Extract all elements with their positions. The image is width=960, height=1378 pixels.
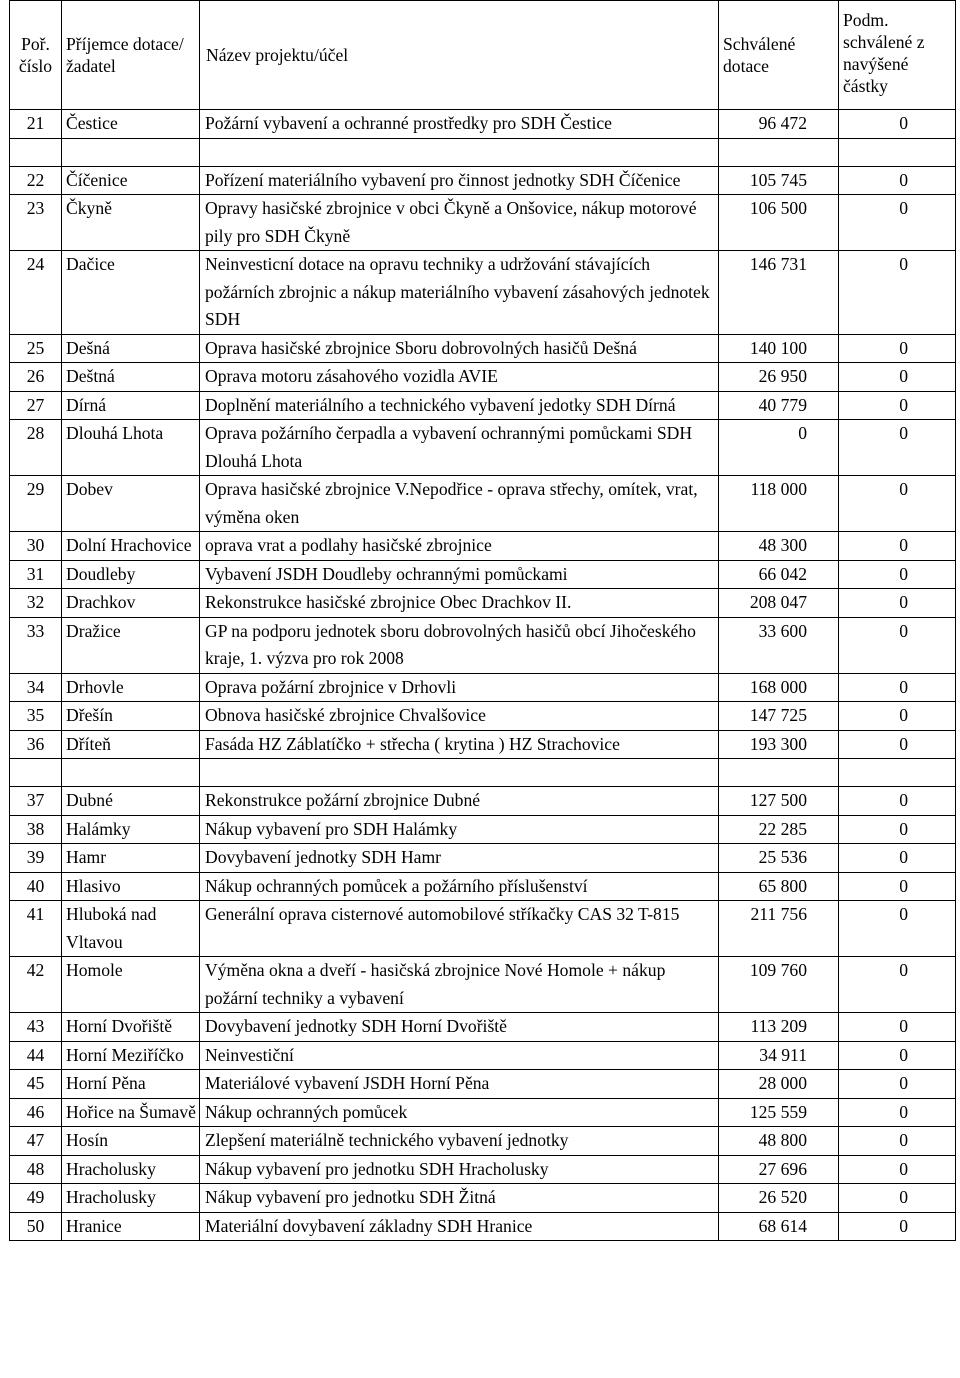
table-row	[10, 1013, 956, 1042]
row-project: Materiální dovybavení základny SDH Hranice	[200, 1212, 719, 1241]
row-project: Materiálové vybavení JSDH Horní Pěna	[200, 1070, 719, 1099]
row-number: 37	[10, 787, 62, 816]
row-project: Nákup vybavení pro jednotku SDH Hracholusky	[200, 1155, 719, 1184]
row-recipient: Dřešín	[62, 702, 200, 731]
row-approved: 118 000	[719, 476, 839, 532]
row-project: Opravy hasičské zbrojnice v obci Čkyně a Onšovice, nákup motorové pily pro SDH Čkyně	[200, 195, 719, 251]
row-approved: 208 047	[719, 589, 839, 618]
row-recipient: Dačice	[62, 251, 200, 335]
table-row	[10, 872, 956, 901]
row-recipient: Čkyně	[62, 195, 200, 251]
row-conditional: 0	[839, 844, 956, 873]
row-conditional: 0	[839, 1041, 956, 1070]
table-row	[10, 363, 956, 392]
row-conditional: 0	[839, 1013, 956, 1042]
table-row	[10, 334, 956, 363]
row-conditional: 0	[839, 787, 956, 816]
row-conditional: 0	[839, 476, 956, 532]
row-approved: 127 500	[719, 787, 839, 816]
row-number: 21	[10, 110, 62, 139]
row-recipient: Hracholusky	[62, 1184, 200, 1213]
row-approved: 109 760	[719, 957, 839, 1013]
row-number: 35	[10, 702, 62, 731]
row-conditional: 0	[839, 702, 956, 731]
row-project: Rekonstrukce hasičské zbrojnice Obec Drachkov II.	[200, 589, 719, 618]
table-row	[10, 702, 956, 731]
row-recipient: Homole	[62, 957, 200, 1013]
row-recipient: Horní Pěna	[62, 1070, 200, 1099]
row-number: 45	[10, 1070, 62, 1099]
blank-cell	[10, 759, 62, 787]
row-approved: 0	[719, 420, 839, 476]
row-approved: 146 731	[719, 251, 839, 335]
row-approved: 40 779	[719, 391, 839, 420]
row-recipient: Deštná	[62, 363, 200, 392]
row-project: Nákup vybavení pro jednotku SDH Žitná	[200, 1184, 719, 1213]
row-project: Dovybavení jednotky SDH Hamr	[200, 844, 719, 873]
row-number: 23	[10, 195, 62, 251]
row-conditional: 0	[839, 334, 956, 363]
row-project: Oprava motoru zásahového vozidla AVIE	[200, 363, 719, 392]
row-number: 24	[10, 251, 62, 335]
row-recipient: Hluboká nad Vltavou	[62, 901, 200, 957]
blank-cell	[10, 138, 62, 166]
row-number: 41	[10, 901, 62, 957]
row-project: Požární vybavení a ochranné prostředky pro SDH Čestice	[200, 110, 719, 139]
table-row	[10, 589, 956, 618]
row-approved: 65 800	[719, 872, 839, 901]
row-project: Oprava hasičské zbrojnice V.Nepodřice - oprava střechy, omítek, vrat, výměna oken	[200, 476, 719, 532]
row-project: Obnova hasičské zbrojnice Chvalšovice	[200, 702, 719, 731]
row-recipient: Drhovle	[62, 673, 200, 702]
blank-cell	[839, 138, 956, 166]
row-recipient: Horní Meziříčko	[62, 1041, 200, 1070]
row-recipient: Hlasivo	[62, 872, 200, 901]
row-conditional: 0	[839, 815, 956, 844]
table-row	[10, 420, 956, 476]
row-recipient: Dolní Hrachovice	[62, 532, 200, 561]
row-approved: 168 000	[719, 673, 839, 702]
row-conditional: 0	[839, 363, 956, 392]
table-row	[10, 1155, 956, 1184]
row-project: Doplnění materiálního a technického vybavení jedotky SDH Dírná	[200, 391, 719, 420]
table-row	[10, 166, 956, 195]
row-recipient: Hosín	[62, 1127, 200, 1156]
row-conditional: 0	[839, 391, 956, 420]
row-number: 44	[10, 1041, 62, 1070]
row-conditional: 0	[839, 251, 956, 335]
table-row	[10, 532, 956, 561]
row-number: 26	[10, 363, 62, 392]
table-row	[10, 673, 956, 702]
row-project: Dovybavení jednotky SDH Horní Dvořiště	[200, 1013, 719, 1042]
row-project: Pořízení materiálního vybavení pro činnost jednotky SDH Číčenice	[200, 166, 719, 195]
row-project: Oprava požární zbrojnice v Drhovli	[200, 673, 719, 702]
row-approved: 193 300	[719, 730, 839, 759]
row-approved: 68 614	[719, 1212, 839, 1241]
row-approved: 140 100	[719, 334, 839, 363]
row-approved: 27 696	[719, 1155, 839, 1184]
row-conditional: 0	[839, 166, 956, 195]
row-recipient: Hranice	[62, 1212, 200, 1241]
row-conditional: 0	[839, 957, 956, 1013]
blank-cell	[200, 138, 719, 166]
row-conditional: 0	[839, 560, 956, 589]
row-approved: 48 800	[719, 1127, 839, 1156]
table-row	[10, 1127, 956, 1156]
row-number: 48	[10, 1155, 62, 1184]
header-approved: Schválené dotace	[719, 1, 839, 110]
table-row	[10, 957, 956, 1013]
row-project: Generální oprava cisternové automobilové stříkačky CAS 32 T-815	[200, 901, 719, 957]
row-approved: 66 042	[719, 560, 839, 589]
row-number: 30	[10, 532, 62, 561]
row-recipient: Dlouhá Lhota	[62, 420, 200, 476]
row-project: Nákup ochranných pomůcek	[200, 1098, 719, 1127]
row-conditional: 0	[839, 730, 956, 759]
row-number: 49	[10, 1184, 62, 1213]
row-recipient: Čestice	[62, 110, 200, 139]
row-recipient: Dobev	[62, 476, 200, 532]
row-number: 29	[10, 476, 62, 532]
row-approved: 33 600	[719, 617, 839, 673]
row-recipient: Hořice na Šumavě	[62, 1098, 200, 1127]
row-number: 25	[10, 334, 62, 363]
row-recipient: Doudleby	[62, 560, 200, 589]
row-conditional: 0	[839, 1184, 956, 1213]
row-approved: 22 285	[719, 815, 839, 844]
row-number: 22	[10, 166, 62, 195]
row-approved: 26 950	[719, 363, 839, 392]
row-conditional: 0	[839, 872, 956, 901]
table-row	[10, 560, 956, 589]
table-row	[10, 251, 956, 335]
table-row	[10, 476, 956, 532]
row-conditional: 0	[839, 1155, 956, 1184]
table-row	[10, 110, 956, 139]
row-approved: 211 756	[719, 901, 839, 957]
row-number: 47	[10, 1127, 62, 1156]
row-approved: 106 500	[719, 195, 839, 251]
row-conditional: 0	[839, 673, 956, 702]
row-project: GP na podporu jednotek sboru dobrovolných hasičů obcí Jihočeského kraje, 1. výzva pro rok 2008	[200, 617, 719, 673]
row-number: 34	[10, 673, 62, 702]
row-project: Vybavení JSDH Doudleby ochrannými pomůckami	[200, 560, 719, 589]
table-header-row	[10, 1, 956, 110]
row-number: 31	[10, 560, 62, 589]
blank-cell	[62, 759, 200, 787]
row-project: Neinvestiční	[200, 1041, 719, 1070]
row-number: 27	[10, 391, 62, 420]
row-project: Rekonstrukce požární zbrojnice Dubné	[200, 787, 719, 816]
row-conditional: 0	[839, 901, 956, 957]
table-row	[10, 1184, 956, 1213]
row-recipient: Hracholusky	[62, 1155, 200, 1184]
table-row	[10, 901, 956, 957]
row-conditional: 0	[839, 532, 956, 561]
row-conditional: 0	[839, 420, 956, 476]
header-conditional-text: Podm. schválené z navýšené částky	[843, 10, 925, 96]
row-approved: 34 911	[719, 1041, 839, 1070]
row-number: 32	[10, 589, 62, 618]
table-row	[10, 1098, 956, 1127]
row-approved: 28 000	[719, 1070, 839, 1099]
row-number: 42	[10, 957, 62, 1013]
header-recipient: Příjemce dotace/ žadatel	[62, 1, 200, 110]
row-approved: 48 300	[719, 532, 839, 561]
row-number: 33	[10, 617, 62, 673]
row-project: Oprava hasičské zbrojnice Sboru dobrovolných hasičů Dešná	[200, 334, 719, 363]
blank-cell	[839, 759, 956, 787]
row-project: Nákup ochranných pomůcek a požárního příslušenství	[200, 872, 719, 901]
row-conditional: 0	[839, 1212, 956, 1241]
blank-cell	[200, 759, 719, 787]
row-conditional: 0	[839, 1070, 956, 1099]
table-row	[10, 195, 956, 251]
header-conditional	[839, 1, 956, 110]
table-row	[10, 1212, 956, 1241]
row-approved: 113 209	[719, 1013, 839, 1042]
table-row	[10, 730, 956, 759]
row-conditional: 0	[839, 1127, 956, 1156]
table-row	[10, 1070, 956, 1099]
row-project: Nákup vybavení pro SDH Halámky	[200, 815, 719, 844]
row-recipient: Dražice	[62, 617, 200, 673]
row-recipient: Horní Dvořiště	[62, 1013, 200, 1042]
row-number: 40	[10, 872, 62, 901]
row-recipient: Hamr	[62, 844, 200, 873]
row-approved: 147 725	[719, 702, 839, 731]
row-number: 36	[10, 730, 62, 759]
row-recipient: Dříteň	[62, 730, 200, 759]
row-recipient: Dubné	[62, 787, 200, 816]
row-project: Neinvesticní dotace na opravu techniky a udržování stávajících požárních zbrojnic a nákup materiálního vybavení zásahových jednotek SDH	[200, 251, 719, 335]
table-row	[10, 787, 956, 816]
row-project: oprava vrat a podlahy hasičské zbrojnice	[200, 532, 719, 561]
row-number: 43	[10, 1013, 62, 1042]
table-row	[10, 815, 956, 844]
blank-cell	[719, 759, 839, 787]
row-project: Fasáda HZ Záblatíčko + střecha ( krytina ) HZ Strachovice	[200, 730, 719, 759]
row-number: 39	[10, 844, 62, 873]
row-project: Zlepšení materiálně technického vybavení jednotky	[200, 1127, 719, 1156]
row-project: Výměna okna a dveří - hasičská zbrojnice Nové Homole + nákup požární techniky a vybavení	[200, 957, 719, 1013]
row-recipient: Drachkov	[62, 589, 200, 618]
row-approved: 26 520	[719, 1184, 839, 1213]
row-approved: 96 472	[719, 110, 839, 139]
row-approved: 25 536	[719, 844, 839, 873]
row-project: Oprava požárního čerpadla a vybavení ochrannými pomůckami SDH Dlouhá Lhota	[200, 420, 719, 476]
row-number: 46	[10, 1098, 62, 1127]
row-conditional: 0	[839, 589, 956, 618]
row-number: 50	[10, 1212, 62, 1241]
header-number: Poř. číslo	[10, 1, 62, 110]
table-row	[10, 391, 956, 420]
blank-row	[10, 759, 956, 787]
row-number: 38	[10, 815, 62, 844]
row-approved: 125 559	[719, 1098, 839, 1127]
row-conditional: 0	[839, 195, 956, 251]
row-recipient: Dírná	[62, 391, 200, 420]
row-recipient: Číčenice	[62, 166, 200, 195]
table-row	[10, 844, 956, 873]
row-conditional: 0	[839, 110, 956, 139]
blank-row	[10, 138, 956, 166]
row-approved: 105 745	[719, 166, 839, 195]
row-recipient: Halámky	[62, 815, 200, 844]
row-conditional: 0	[839, 1098, 956, 1127]
row-number: 28	[10, 420, 62, 476]
row-recipient: Dešná	[62, 334, 200, 363]
table-row	[10, 1041, 956, 1070]
blank-cell	[62, 138, 200, 166]
row-conditional: 0	[839, 617, 956, 673]
table-row	[10, 617, 956, 673]
grants-table	[9, 0, 956, 1241]
blank-cell	[719, 138, 839, 166]
header-project: Název projektu/účel	[200, 1, 719, 110]
